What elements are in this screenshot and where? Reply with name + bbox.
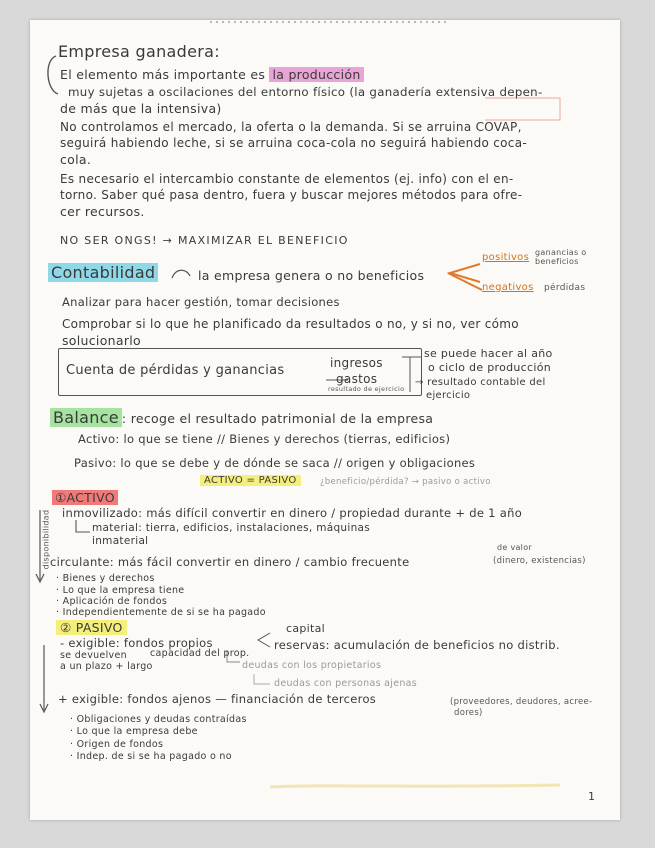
pyg-note: ejercicio <box>426 390 471 401</box>
capital-label: capital <box>286 622 326 635</box>
positivos-label: positivos <box>482 252 530 263</box>
note-line: cer recursos. <box>60 204 145 219</box>
pyg-note: se puede hacer al año <box>424 347 553 360</box>
pasivo-bullet: · Lo que la empresa debe <box>70 726 198 737</box>
pasivo-heading <box>56 620 127 635</box>
circulante-line: circulante: más fácil convertir en dinero / cambio frecuente <box>50 555 410 569</box>
caps-line: NO SER ONGS! → MAXIMIZAR EL BENEFICIO <box>60 234 349 247</box>
activo-highlight: ①ACTIVO <box>52 490 118 505</box>
pasivo-bullet: · Obligaciones y deudas contraídas <box>70 714 247 725</box>
contabilidad-line: solucionarlo <box>62 333 141 348</box>
contabilidad-line: la empresa genera o no beneficios <box>198 268 425 283</box>
negativos-note: pérdidas <box>544 283 586 293</box>
balance-highlight: Balance <box>50 408 122 427</box>
contabilidad-line: Analizar para hacer gestión, tomar decisiones <box>62 295 340 309</box>
note-line: de más que la intensiva) <box>60 101 222 116</box>
disponibilidad-label: disponibilidad <box>41 509 51 570</box>
gastos-label: gastos <box>336 372 378 386</box>
note-line: cola. <box>60 152 92 167</box>
balance-formula <box>200 475 301 486</box>
note-line: seguirá habiendo leche, si se arruina coca-cola no seguirá habiendo coca- <box>60 136 527 150</box>
balance-heading <box>50 408 433 427</box>
note-line: torno. Saber qué pasa dentro, fuera y buscar mejores métodos para ofre- <box>60 188 523 202</box>
pyg-note: → resultado contable del <box>415 377 546 388</box>
page-title: Empresa ganadera: <box>58 42 220 61</box>
pyg-label: Cuenta de pérdidas y ganancias <box>66 363 285 378</box>
production-line <box>60 67 364 82</box>
negativos-label: negativos <box>482 282 534 293</box>
inmaterial-line: inmaterial <box>92 535 149 547</box>
circulante-note-top: de valor <box>497 543 532 552</box>
circulante-note: (dinero, existencias) <box>493 556 586 566</box>
pasivo-highlight: ② PASIVO <box>56 620 127 635</box>
exigible-plus-line: + exigible: fondos ajenos — financiación de terceros <box>58 692 377 706</box>
balance-question: ¿beneficio/pérdida? → pasivo o activo <box>320 477 491 487</box>
deudas-propietarios-note: deudas con los propietarios <box>242 660 382 671</box>
activo-bullet: · Bienes y derechos <box>56 573 155 584</box>
deudas-ajenas-note: deudas con personas ajenas <box>274 678 418 689</box>
material-line: material: tierra, edificios, instalaciones, máquinas <box>92 522 371 534</box>
page-number: 1 <box>588 790 596 803</box>
activo-bullet: · Independientemente de si se ha pagado <box>56 607 266 618</box>
inmovilizado-line: inmovilizado: más difícil convertir en dinero / propiedad durante + de 1 año <box>62 506 523 520</box>
proveedores-note: (proveedores, deudores, acree- <box>450 697 593 707</box>
activo-heading <box>52 490 118 505</box>
contabilidad-line: Comprobar si lo que he planificado da resultados o no, y si no, ver cómo <box>62 317 519 331</box>
proveedores-note-end: dores) <box>454 708 483 718</box>
contabilidad-heading <box>48 263 158 282</box>
balance-line: : recoge el resultado patrimonial de la empresa <box>121 411 434 426</box>
capacidad-note: capacidad del prop. <box>150 648 250 659</box>
production-highlight: la producción <box>269 67 363 82</box>
pasivo-definition: Pasivo: lo que se debe y de dónde se saca // origen y obligaciones <box>74 456 476 470</box>
positivos-note: ganancias o beneficios <box>535 248 587 266</box>
pasivo-bullet: · Indep. de si se ha pagado o no <box>70 751 232 762</box>
note-line: muy sujetas a oscilaciones del entorno físico (la ganadería extensiva depen- <box>68 85 543 99</box>
production-text: El elemento más importante es <box>60 67 266 82</box>
formula-highlight: ACTIVO = PASIVO <box>200 475 301 486</box>
notebook-page <box>30 20 620 820</box>
activo-definition: Activo: lo que se tiene // Bienes y derechos (tierras, edificios) <box>78 432 451 446</box>
devuelven-note: se devuelven <box>60 650 127 661</box>
contabilidad-highlight: Contabilidad <box>48 263 158 282</box>
resultado-small: resultado de ejercicio <box>328 385 405 393</box>
note-line: No controlamos el mercado, la oferta o la demanda. Si se arruina COVAP, <box>60 120 522 134</box>
activo-bullet: · Aplicación de fondos <box>56 596 168 607</box>
pasivo-bullet: · Origen de fondos <box>70 739 164 750</box>
plazo-note: a un plazo + largo <box>60 661 153 672</box>
activo-bullet: · Lo que la empresa tiene <box>56 585 185 596</box>
ingresos-label: ingresos <box>330 356 383 370</box>
reservas-line: reservas: acumulación de beneficios no distrib. <box>274 638 560 652</box>
exigible-minus-line: - exigible: fondos propios <box>60 636 213 650</box>
note-line: Es necesario el intercambio constante de elementos (ej. info) con el en- <box>60 172 514 186</box>
pyg-note: o ciclo de producción <box>428 361 552 374</box>
